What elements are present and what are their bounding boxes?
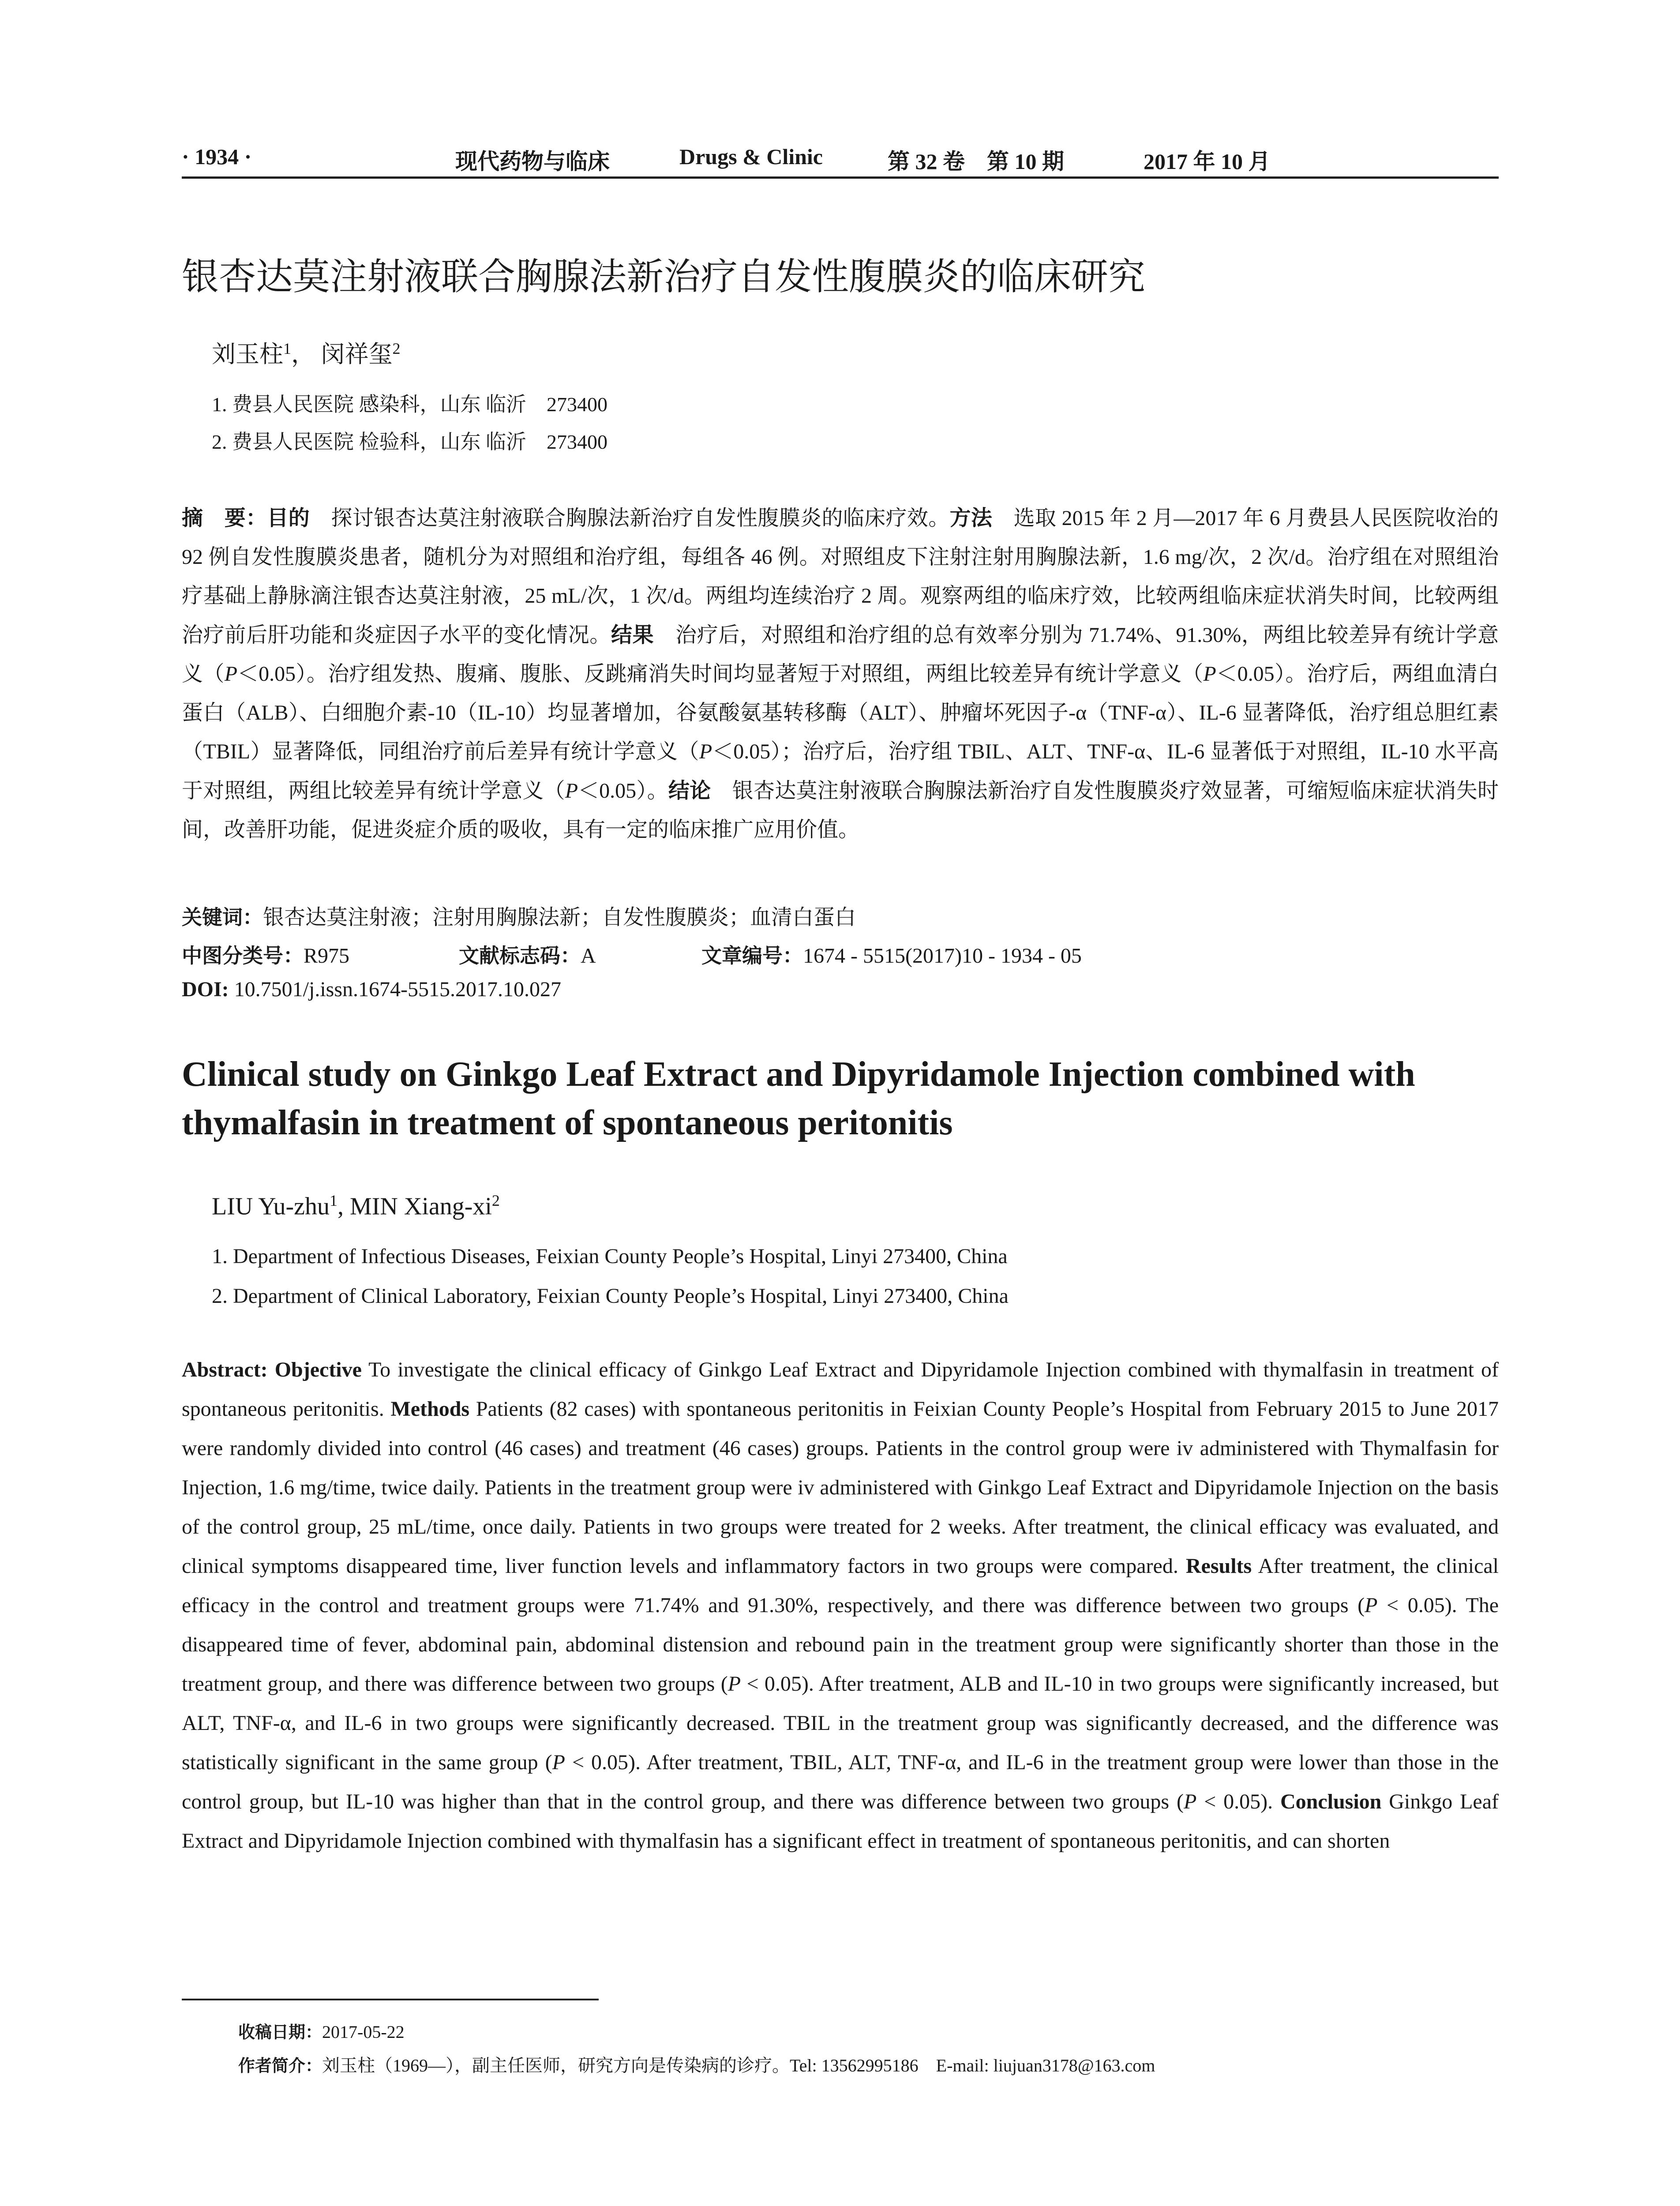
cn-title: 银杏达莫注射液联合胸腺法新治疗自发性腹膜炎的临床研究	[182, 255, 1146, 298]
received-date: 2017-05-22	[322, 2022, 405, 2042]
en-p-symbol: P	[1365, 1594, 1378, 1617]
cn-keywords	[182, 900, 856, 930]
en-results-text: < 0.05).	[1196, 1790, 1280, 1813]
en-author-sup: 2	[491, 1192, 500, 1209]
cn-results-text: ＜0.05）；治疗后，治疗组 TBIL、ALT、TNF-α、IL-6 显著低于对照组，IL-10 水平高于对照组，两组比较差异有统计学意义（	[182, 740, 1499, 803]
received-label: 收稿日期：	[238, 2022, 322, 2042]
en-abstract-label: Abstract: Objective	[182, 1358, 362, 1381]
article-no-value: 1674 - 5515(2017)10 - 1934 - 05	[803, 944, 1082, 968]
cn-results-text: 治疗后，对照组和治疗组的总有效率分别为 71.74%、91.30%，两组比较差异有统计学意义（	[182, 623, 1499, 686]
header-page-number: · 1934 ·	[182, 144, 252, 169]
keywords-label: 关键词：	[182, 905, 263, 929]
footnote-rule	[182, 1999, 599, 2000]
author-bio-text: 刘玉柱（1969—），副主任医师，研究方向是传染病的诊疗。Tel: 13562995186 E-mail: liujuan3178@163.com	[322, 2056, 1155, 2075]
en-conclusion-text: Ginkgo Leaf Extract and Dipyridamole Injection combined with thymalfasin has a significant effect in treatment of spontaneous peritonitis, and can shorten	[182, 1790, 1499, 1853]
header-journal-cn: 现代药物与临床	[455, 149, 610, 174]
en-p-symbol: P	[1183, 1790, 1197, 1813]
cn-abstract-label: 摘 要：	[182, 506, 267, 530]
cn-affiliation-1: 1. 费县人民医院 感染科，山东 临沂 273400	[212, 393, 608, 416]
cn-authors	[212, 335, 401, 369]
header-volume-issue: 第 32 卷 第 10 期	[888, 149, 1064, 174]
en-results-label: Results	[1185, 1554, 1252, 1578]
cn-p-symbol: P	[565, 779, 578, 803]
cn-objective-label: 目的	[267, 506, 310, 530]
cn-abstract	[182, 499, 1499, 849]
en-methods-label: Methods	[390, 1397, 470, 1421]
cn-p-symbol: P	[224, 662, 238, 686]
cn-author-sup: 2	[392, 340, 401, 357]
header-journal-en: Drugs & Clinic	[679, 144, 823, 169]
cn-author-sep: ，	[291, 341, 315, 368]
doc-code-value: A	[581, 944, 596, 968]
cn-conclusion-text: 银杏达莫注射液联合胸腺法新治疗自发性腹膜炎疗效显著，可缩短临床症状消失时间，改善肝功能，促进炎症介质的吸收，具有一定的临床推广应用价值。	[182, 779, 1499, 841]
en-methods-text: Patients (82 cases) with spontaneous peritonitis in Feixian County People’s Hospital from February 2015 to June 2017 were randomly divided into control (46 cases) and treatment (46 cases) groups. Patients in the control group were iv administered with Thymalfasin for Injection, 1.6 mg/time, twice daily. Patients in the treatment group were iv administered with Ginkgo Leaf Extract and Dipyridamole Injection on the basis of the control group, 25 mL/time, once daily. Patients in two groups were treated for 2 weeks. After treatment, the clinical efficacy was evaluated, and clinical symptoms disappeared time, liver function levels and inflammatory factors in two groups were compared.	[182, 1397, 1499, 1578]
cn-results-text: ＜0.05）。治疗组发热、腹痛、腹胀、反跳痛消失时间均显著短于对照组，两组比较差异有统计学意义（	[237, 662, 1204, 686]
clc-value: R975	[304, 944, 350, 968]
en-authors	[212, 1191, 500, 1221]
en-objective-text: To investigate the clinical efficacy of Ginkgo Leaf Extract and Dipyridamole Injection combined with thymalfasin in treatment of spontaneous peritonitis.	[182, 1358, 1499, 1421]
keywords-text: 银杏达莫注射液；注射用胸腺法新；自发性腹膜炎；血清白蛋白	[263, 906, 856, 929]
cn-methods-text: 选取 2015 年 2 月—2017 年 6 月费县人民医院收治的 92 例自发性腹膜炎患者，随机分为对照组和治疗组，每组各 46 例。对照组皮下注射注射用胸腺法新，1.6 mg/次，2 次/d。治疗组在对照组治疗基础上静脉滴注银杏达莫注射液，25 mL/次，1 次/d。两组均连续治疗 2 周。观察两组的临床疗效，比较两组临床症状消失时间，比较两组治疗前后肝功能和炎症因子水平的变化情况。	[182, 506, 1499, 647]
en-author-sup: 1	[329, 1192, 338, 1209]
en-conclusion-label: Conclusion	[1280, 1790, 1382, 1813]
doi-row	[182, 977, 561, 1002]
cn-results-text: ＜0.05）。治疗后，两组血清白蛋白（ALB）、白细胞介素-10（IL-10）均显著增加，谷氨酸氨基转移酶（ALT）、肿瘤坏死因子-α（TNF-α）、IL-6 显著降低，治疗组总胆红素（TBIL）显著降低，同组治疗前后差异有统计学意义（	[182, 662, 1499, 763]
cn-conclusion-label: 结论	[668, 778, 711, 803]
footnote-author	[238, 2052, 1155, 2077]
cn-results-text: ＜0.05）。	[578, 779, 668, 803]
cn-doc-code	[459, 940, 596, 969]
en-results-text: After treatment, the clinical efficacy in the control and treatment groups were 71.74% and 91.30%, respectively, and there was difference between two groups (	[182, 1554, 1499, 1617]
header-rule	[182, 176, 1499, 179]
cn-results-label: 结果	[611, 623, 654, 647]
running-header	[182, 140, 1499, 176]
en-results-text: < 0.05). The disappeared time of fever, abdominal pain, abdominal distension and rebound pain in the treatment group were significantly shorter than those in the treatment group, and there was difference between two groups (	[182, 1594, 1499, 1696]
doi-label: DOI:	[182, 978, 229, 1001]
cn-affiliation-2: 2. 费县人民医院 检验科，山东 临沂 273400	[212, 431, 608, 453]
en-affiliation-2: 2. Department of Clinical Laboratory, Feixian County People’s Hospital, Linyi 273400, China	[212, 1284, 1009, 1308]
cn-p-symbol: P	[1203, 662, 1216, 686]
cn-p-symbol: P	[699, 740, 712, 763]
cn-author-name: 刘玉柱	[212, 341, 283, 368]
article-no-label: 文章编号：	[701, 944, 803, 968]
en-p-symbol: P	[552, 1751, 565, 1774]
cn-article-no	[701, 940, 1082, 969]
cn-objective-text: 探讨银杏达莫注射液联合胸腺法新治疗自发性腹膜炎的临床疗效。	[310, 506, 950, 530]
en-p-symbol: P	[728, 1672, 741, 1696]
en-author-sep: ,	[337, 1193, 350, 1220]
cn-author-name: 闵祥玺	[321, 341, 393, 368]
header-date: 2017 年 10 月	[1144, 149, 1271, 174]
cn-author-sup: 1	[283, 340, 291, 357]
footnote-received	[238, 2018, 405, 2043]
clc-label: 中图分类号：	[182, 944, 304, 968]
cn-methods-label: 方法	[949, 506, 993, 530]
en-author-name: LIU Yu-zhu	[212, 1193, 330, 1220]
doi-value: 10.7501/j.issn.1674-5515.2017.10.027	[229, 978, 562, 1001]
en-results-text: < 0.05). After treatment, ALB and IL-10 in two groups were significantly increased, but ALT, TNF-α, and IL-6 in two groups were significantly decreased. TBIL in the treatment group was significantly decreased, and the difference was statistically significant in the same group (	[182, 1672, 1499, 1774]
en-title: Clinical study on Ginkgo Leaf Extract and Dipyridamole Injection combined with thymalfasin in treatment of spontaneous peritonitis	[182, 1055, 1415, 1142]
en-affiliation-1: 1. Department of Infectious Diseases, Feixian County People’s Hospital, Linyi 273400, China	[212, 1245, 1008, 1268]
en-results-text: < 0.05). After treatment, TBIL, ALT, TNF-α, and IL-6 in the treatment group were lower than those in the control group, but IL-10 was higher than that in the control group, and there was difference between two groups (	[182, 1751, 1499, 1813]
en-author-name: MIN Xiang-xi	[349, 1193, 492, 1220]
doc-code-label: 文献标志码：	[459, 944, 581, 968]
cn-classification-row	[182, 940, 349, 969]
en-abstract	[182, 1350, 1499, 1861]
author-bio-label: 作者简介：	[238, 2056, 322, 2075]
